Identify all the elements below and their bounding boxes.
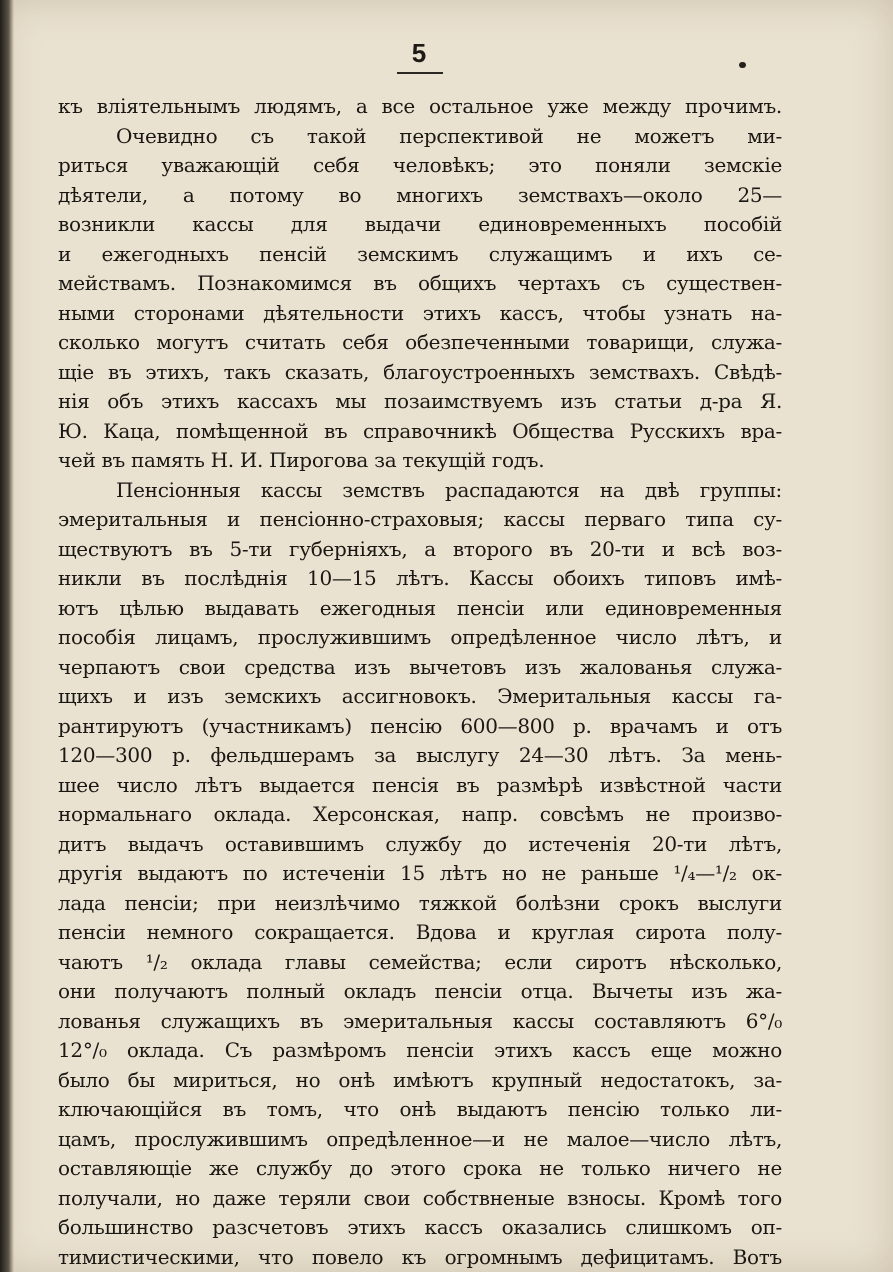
body-text (58, 92, 782, 1272)
text-line: они получаютъ полный окладъ пенсіи отца. Вычеты изъ жа- (58, 979, 782, 1003)
text-line: чаютъ ¹/₂ оклада главы семейства; если сиротъ нѣсколько, (58, 949, 782, 974)
text-line: тимистическими, что повело къ огромнымъ дефицитамъ. Вотъ (58, 1244, 782, 1269)
text-line: пенсіи немного сокращается. Вдова и круглая сирота полу- (58, 920, 782, 944)
text-line: другія выдаютъ по истеченіи 15 лѣтъ но не раньше ¹/₄—¹/₂ ок- (58, 861, 782, 885)
page-number: 5 (411, 38, 427, 68)
text-line: дитъ выдачъ оставившимъ службу до истеченія 20-ти лѣтъ, (58, 831, 782, 856)
text-line: шее число лѣтъ выдается пенсія въ размѣрѣ извѣстной части (58, 772, 782, 797)
text-line: возникли кассы для выдачи единовременныхъ пособій (58, 212, 782, 236)
text-line: 12°/₀ оклада. Съ размѣромъ пенсіи этихъ кассъ еще можно (58, 1038, 782, 1062)
page-number-rule (397, 72, 443, 74)
text-line: чей въ память Н. И. Пирогова за текущій годъ. (58, 448, 545, 472)
page-spine-shadow (0, 0, 14, 1272)
text-line: оставляющіе же службу до этого срока не только ничего не (58, 1156, 782, 1180)
text-line: черпаютъ свои средства изъ вычетовъ изъ жалованья служа- (58, 654, 782, 679)
text-line: Ю. Каца, помѣщенной въ справочникѣ Общества Русскихъ вра- (58, 418, 782, 443)
text-line: было бы мириться, но онѣ имѣютъ крупный недостатокъ, за- (58, 1067, 782, 1092)
text-line: сколько могутъ считать себя обезпеченными товарищи, служа- (58, 330, 782, 354)
text-line: щіе въ этихъ, такъ сказать, благоустроенныхъ земствахъ. Свѣдѣ- (58, 359, 782, 384)
text-line: пособія лицамъ, прослужившимъ опредѣленное число лѣтъ, и (58, 625, 782, 649)
text-line: къ вліятельнымъ людямъ, а все остальное уже между прочимъ. (58, 94, 782, 118)
text-line: эмеритальныя и пенсіонно-страховыя; кассы перваго типа су- (58, 507, 782, 531)
text-line: риться уважающій себя человѣкъ; это поняли земскіе (58, 153, 782, 177)
text-line: лованья служащихъ въ эмеритальныя кассы составляютъ 6°/₀ (58, 1008, 782, 1033)
text-line: щихъ и изъ земскихъ ассигновокъ. Эмеритальныя кассы га- (58, 684, 782, 708)
text-line: лада пенсіи; при неизлѣчимо тяжкой болѣзни срокъ выслуги (58, 890, 782, 915)
text-line: Пенсіонныя кассы земствъ распадаются на двѣ группы: (116, 477, 782, 502)
text-line: мействамъ. Познакомимся въ общихъ чертахъ съ существен- (58, 271, 782, 295)
text-line: Очевидно съ такой перспективой не можетъ ми- (116, 123, 782, 148)
text-line: получали, но даже теряли свои собствненые взносы. Кромѣ того (58, 1185, 782, 1210)
text-line: рантируютъ (участникамъ) пенсію 600—800 р. врачамъ и отъ (58, 713, 782, 738)
ink-dot (739, 62, 746, 68)
text-line: цамъ, прослужившимъ опредѣленное—и не малое—число лѣтъ, (58, 1126, 782, 1151)
text-line: и ежегодныхъ пенсій земскимъ служащимъ и ихъ се- (58, 241, 782, 266)
text-line: ютъ цѣлью выдавать ежегодныя пенсіи или единовременныя (58, 595, 782, 620)
text-line: дѣятели, а потому во многихъ земствахъ—около 25— (58, 182, 782, 207)
text-line: никли въ послѣднія 10—15 лѣтъ. Кассы обоихъ типовъ имѣ- (58, 566, 782, 590)
text-line: большинство разсчетовъ этихъ кассъ оказались слишкомъ оп- (58, 1215, 782, 1239)
text-line: ными сторонами дѣятельности этихъ кассъ, чтобы узнать на- (58, 300, 782, 325)
text-line: нормальнаго оклада. Херсонская, напр. совсѣмъ не произво- (58, 802, 782, 826)
text-line: ществуютъ въ 5-ти губерніяхъ, а второго въ 20-ти и всѣ воз- (58, 536, 782, 561)
text-line: ключающійся въ томъ, что онѣ выдаютъ пенсію только ли- (58, 1097, 782, 1121)
text-line: нія объ этихъ кассахъ мы позаимствуемъ изъ статьи д-ра Я. (58, 389, 782, 413)
text-line: 120—300 р. фельдшерамъ за выслугу 24—30 лѣтъ. За мень- (58, 743, 782, 767)
